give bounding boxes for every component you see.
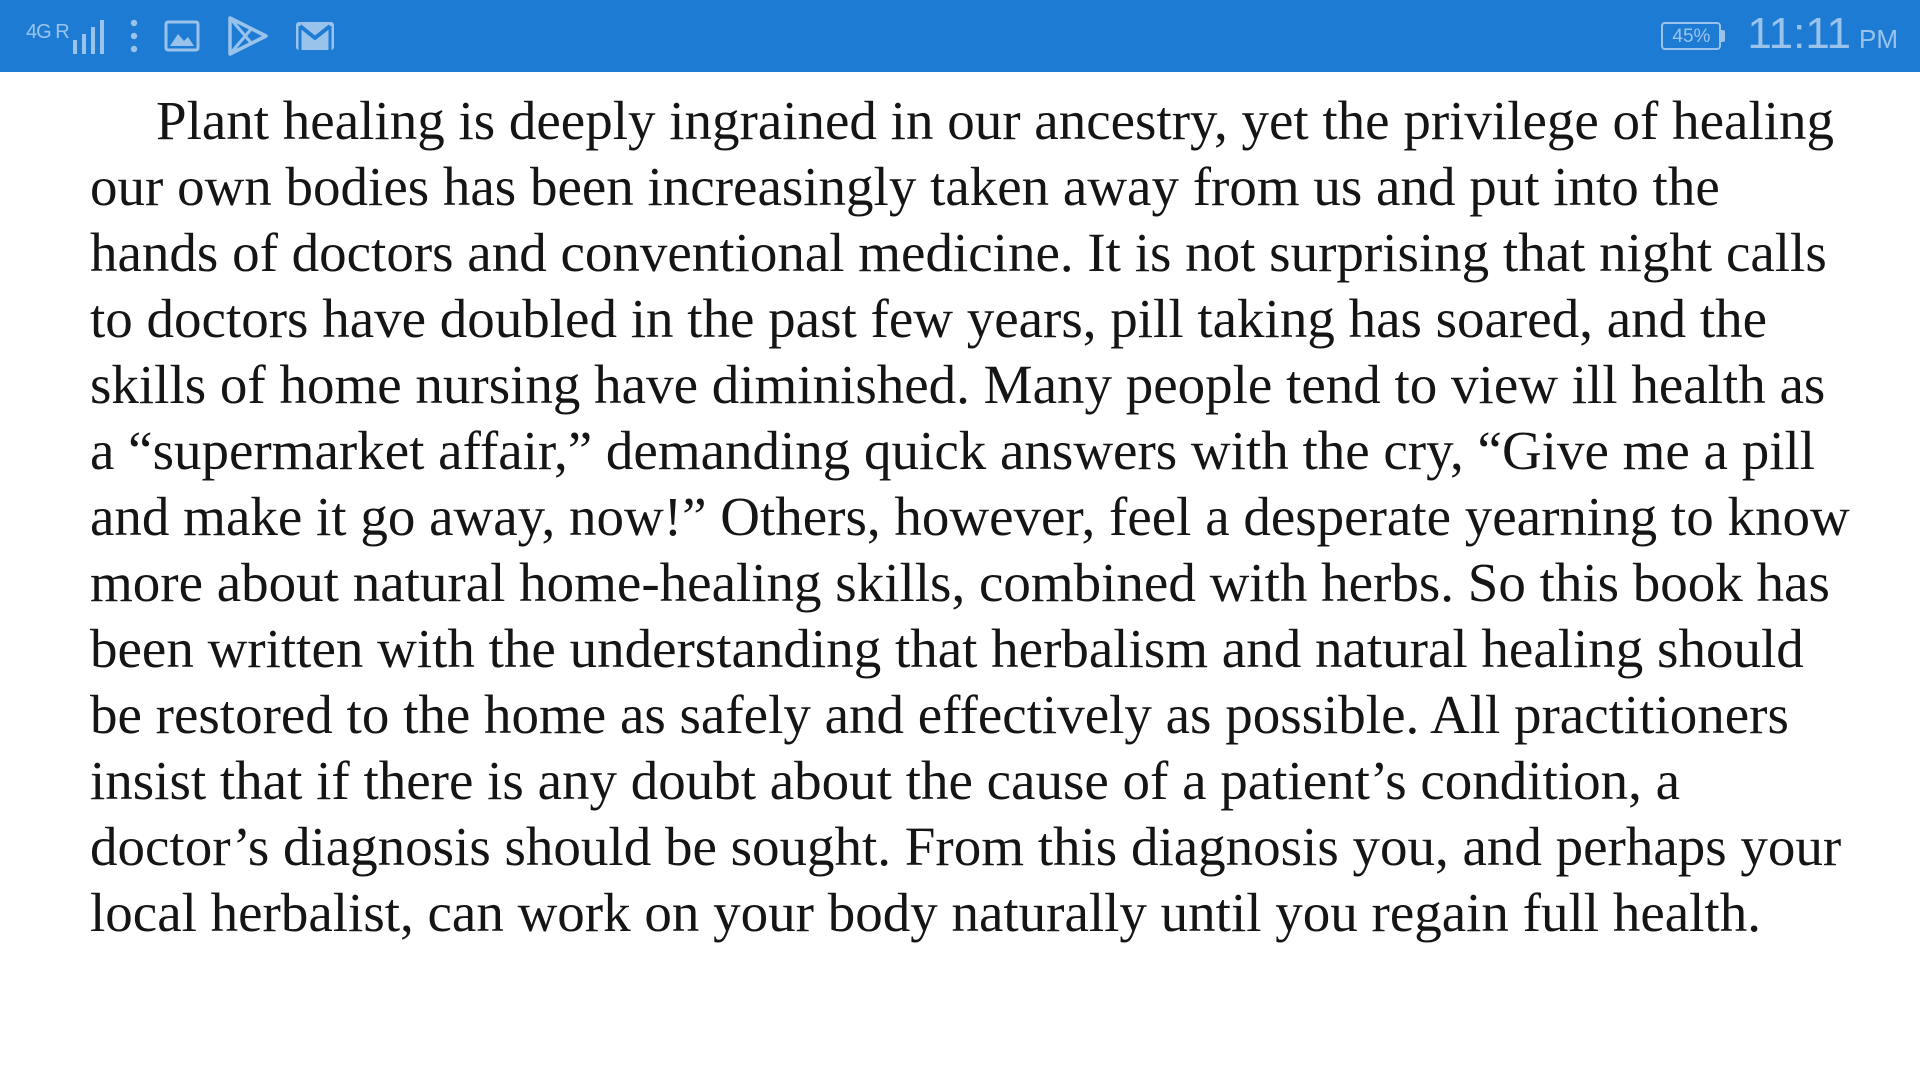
clock-time: 11:11 [1747, 8, 1851, 58]
clock-ampm: PM [1859, 23, 1898, 54]
gmail-icon [294, 20, 336, 52]
network-label: 4G R [26, 21, 69, 43]
more-vert-icon [130, 18, 138, 54]
reader-page[interactable] [90, 88, 1850, 1068]
reader-paragraph: Plant healing is deeply ingrained in our ancestry, yet the privilege of healing our own bodies has been increasingly taken away from us and put into the hands of doctors and conventional medicine. It is not surprising that night calls to doctors have doubled in the past few years, pill taking has soared, and the skills of home nursing have diminished. Many people tend to view ill health as a “supermarket affair,” demanding quick answers with the cry, “Give me a pill and make it go away, now!” Others, however, feel a desperate yearning to know more about natural home-healing skills, combined with herbs. So this book has been written with the understanding that herbalism and natural healing should be restored to the home as safely and effectively as possible. All practitioners insist that if there is any doubt about the cause of a patient’s condition, a doctor’s diagnosis should be sought. From this diagnosis you, and perhaps your local herbalist, can work on your body naturally until you regain full health. [90, 90, 1850, 943]
battery-level: 45% [1661, 22, 1721, 50]
image-icon [164, 20, 200, 52]
battery-icon [1661, 22, 1725, 50]
battery-tip [1721, 30, 1725, 42]
clock [1747, 8, 1898, 61]
status-bar [0, 0, 1920, 72]
status-bar-right [1661, 10, 1898, 62]
signal-bars-icon [73, 20, 104, 54]
play-store-icon [226, 16, 268, 56]
network-indicator [26, 16, 104, 56]
status-bar-left [26, 10, 336, 62]
